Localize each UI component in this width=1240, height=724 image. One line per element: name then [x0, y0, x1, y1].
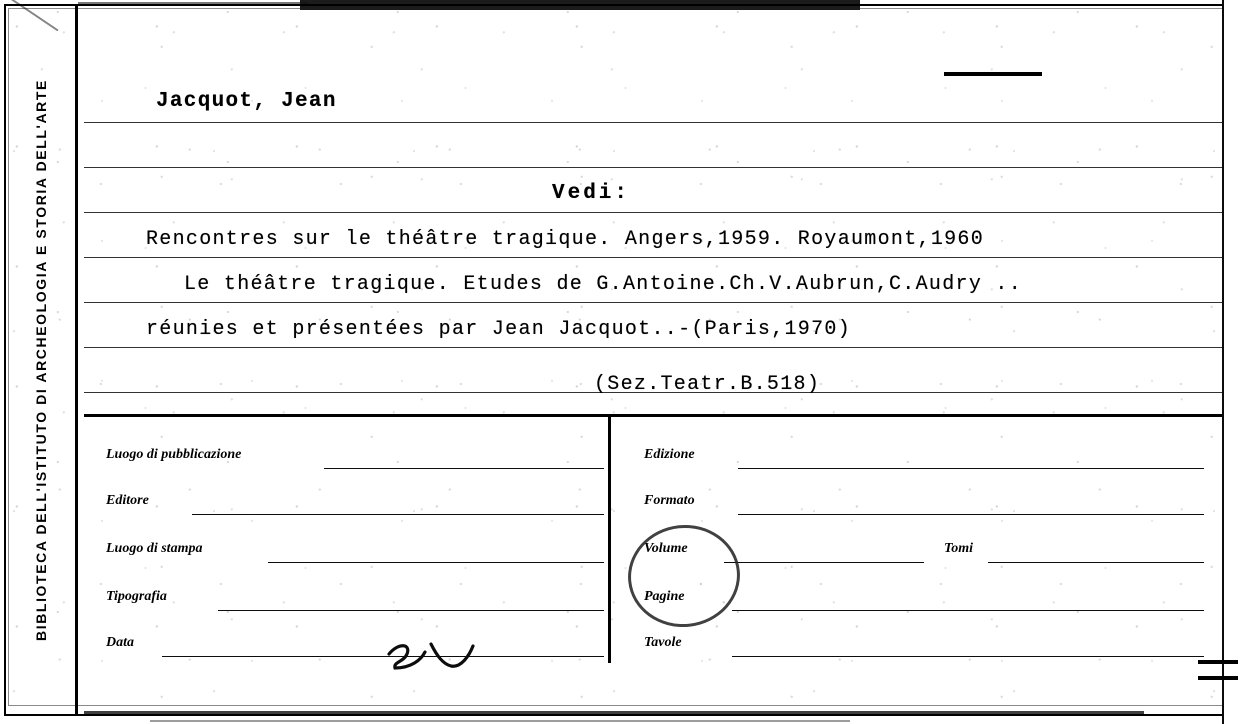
field-editore[interactable]: [106, 493, 586, 515]
field-underline: [738, 514, 1204, 515]
rule-line: [84, 167, 1224, 168]
field-label: Luogo di pubblicazione: [106, 447, 242, 462]
field-label: Volume: [644, 541, 688, 556]
field-label: Formato: [644, 493, 695, 508]
field-label: Luogo di stampa: [106, 541, 203, 556]
field-underline: [192, 514, 604, 515]
field-luogo-di-stampa[interactable]: [106, 541, 586, 563]
field-label-tomi: Tomi: [944, 541, 974, 556]
field-underline: [162, 656, 604, 657]
scan-edge-right-marks: [1198, 660, 1238, 710]
field-label: Pagine: [644, 589, 685, 604]
scan-edge-bottom-secondary: [150, 720, 850, 722]
field-label: Data: [106, 635, 134, 650]
form-column-divider: [608, 417, 611, 663]
field-label: Tavole: [644, 635, 682, 650]
library-name-vertical: BIBLIOTECA DELL'ISTITUTO DI ARCHEOLOGIA E STORIA DELL'ARTE: [32, 79, 49, 641]
field-luogo-di-pubblicazione[interactable]: [106, 447, 586, 469]
field-formato[interactable]: [644, 493, 1204, 515]
rule-line: [84, 257, 1224, 258]
field-underline: [268, 562, 604, 563]
field-underline: [324, 468, 604, 469]
shelfmark: (Sez.Teatr.B.518): [594, 373, 821, 396]
field-underline: [732, 656, 1204, 657]
scan-edge-right: [1222, 0, 1240, 724]
record-entry-2: Le théâtre tragique. Etudes de G.Antoine.Ch.V.Aubrun,C.Audry ..: [184, 273, 1023, 296]
field-underline-tomi: [988, 562, 1204, 563]
field-data[interactable]: [106, 635, 586, 657]
field-tipografia[interactable]: [106, 589, 586, 611]
field-underline: [732, 610, 1204, 611]
typed-record-area: [84, 10, 1224, 414]
see-also-label: Vedi:: [552, 182, 631, 205]
record-entry-1: Rencontres sur le théâtre tragique. Angers,1959. Royaumont,1960: [146, 228, 985, 251]
library-spine: [6, 6, 78, 714]
field-label: Editore: [106, 493, 149, 508]
field-underline: [738, 468, 1204, 469]
field-tavole[interactable]: [644, 635, 1204, 657]
rule-line: [84, 122, 1224, 123]
rule-line: [84, 347, 1224, 348]
field-underline: [724, 562, 924, 563]
field-edizione[interactable]: [644, 447, 1204, 469]
field-label: Tipografia: [106, 589, 167, 604]
record-heading: Jacquot, Jean: [156, 90, 337, 113]
rule-line: [84, 212, 1224, 213]
ink-dash-icon: [944, 72, 1042, 76]
rule-line: [84, 302, 1224, 303]
field-underline: [218, 610, 604, 611]
scan-edge-bottom: [84, 711, 1144, 714]
field-label: Edizione: [644, 447, 695, 462]
record-entry-3: réunies et présentées par Jean Jacquot..-(Paris,1970): [146, 318, 852, 341]
